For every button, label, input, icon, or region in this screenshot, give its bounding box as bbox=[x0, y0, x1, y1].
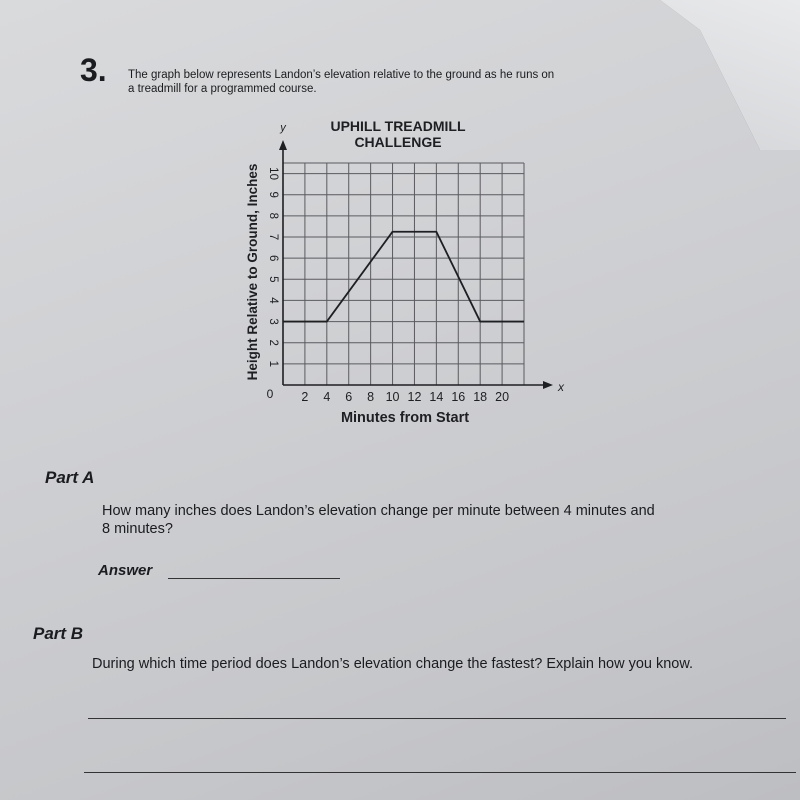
x-axis-letter: x bbox=[558, 380, 564, 394]
x-tick-label: 6 bbox=[345, 390, 353, 404]
y-tick-label: 9 bbox=[266, 191, 279, 198]
answer-label: Answer bbox=[98, 562, 153, 579]
series-line bbox=[283, 232, 524, 322]
chart-axes bbox=[279, 140, 553, 389]
part-b-question: During which time period does Landon’s elevation change the fastest? Explain how you know. bbox=[92, 656, 694, 672]
chart-labels bbox=[245, 118, 565, 426]
chart-title-line-1: UPHILL TREADMILL bbox=[330, 118, 466, 134]
origin-label: 0 bbox=[266, 387, 274, 401]
question-number: 3. bbox=[80, 52, 107, 88]
response-line[interactable] bbox=[84, 772, 796, 773]
x-tick-label: 14 bbox=[429, 390, 444, 404]
x-tick-label: 12 bbox=[407, 390, 422, 404]
x-tick-label: 4 bbox=[323, 390, 331, 404]
x-tick-label: 10 bbox=[385, 390, 400, 404]
part-b-label: Part B bbox=[33, 624, 84, 643]
y-tick-label: 10 bbox=[266, 167, 279, 180]
prompt-line: a treadmill for a programmed course. bbox=[128, 83, 317, 95]
chart-series bbox=[283, 232, 524, 322]
y-tick-label: 6 bbox=[266, 254, 279, 262]
chart-grid bbox=[283, 163, 524, 385]
y-tick-label: 7 bbox=[266, 233, 279, 241]
x-tick-label: 20 bbox=[495, 390, 510, 404]
y-tick-label: 1 bbox=[266, 360, 279, 368]
part-a-line: 8 minutes? bbox=[102, 521, 173, 537]
prompt-line: The graph below represents Landon’s elevation relative to the ground as he runs on bbox=[128, 69, 555, 81]
y-tick-label: 8 bbox=[266, 212, 279, 220]
y-axis-letter: y bbox=[280, 122, 286, 134]
chart-ticks bbox=[267, 167, 509, 404]
x-tick-label: 8 bbox=[367, 390, 375, 404]
y-tick-label: 3 bbox=[266, 318, 279, 325]
y-tick-label: 4 bbox=[266, 297, 279, 304]
part-a-line: How many inches does Landon’s elevation change per minute between 4 minutes and bbox=[102, 503, 655, 519]
x-tick-label: 16 bbox=[451, 390, 466, 404]
x-tick-label: 18 bbox=[473, 390, 488, 404]
chart-title-line-2: CHALLENGE bbox=[354, 134, 442, 150]
y-axis-label: Height Relative to Ground, Inches bbox=[245, 163, 260, 381]
part-a-question bbox=[102, 502, 722, 538]
x-axis-arrow-icon bbox=[543, 381, 553, 389]
y-axis-arrow-icon bbox=[279, 140, 287, 150]
part-a-label: Part A bbox=[45, 468, 95, 487]
response-line[interactable] bbox=[88, 718, 786, 719]
y-tick-label: 2 bbox=[266, 339, 279, 346]
y-tick-label: 5 bbox=[266, 276, 279, 283]
x-tick-label: 2 bbox=[301, 390, 309, 404]
x-axis-label: Minutes from Start bbox=[340, 410, 470, 426]
answer-blank[interactable] bbox=[168, 578, 340, 579]
